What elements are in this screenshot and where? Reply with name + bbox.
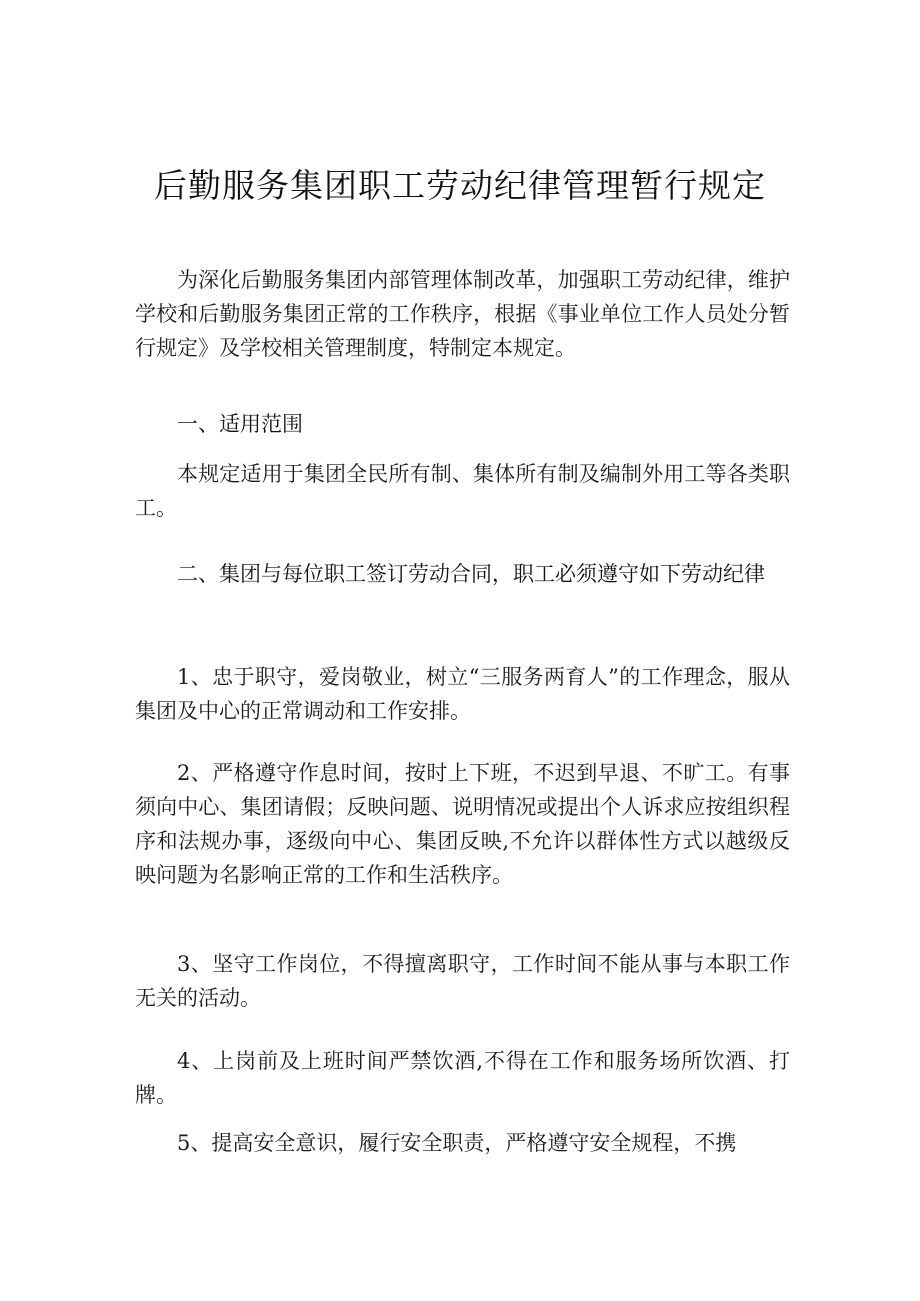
document-title: 后勤服务集团职工劳动纪律管理暂行规定: [154, 166, 766, 205]
item-3-paragraph: 3、坚守工作岗位，不得擅离职守，工作时间不能从事与本职工作无关的活动。: [135, 952, 790, 1010]
intro-paragraph: 为深化后勤服务集团内部管理体制改革，加强职工劳动纪律，维护学校和后勤服务集团正常的工作秩序，根据《事业单位工作人员处分暂行规定》及学校相关管理制度，特制定本规定。: [135, 268, 790, 360]
section-2-heading: 二、集团与每位职工签订劳动合同，职工必须遵守如下劳动纪律: [177, 562, 765, 586]
item-5-paragraph: 5、提高安全意识，履行安全职责，严格遵守安全规程，不携: [177, 1131, 737, 1155]
section-1-paragraph: 本规定适用于集团全民所有制、集体所有制及编制外用工等各类职工。: [135, 462, 790, 520]
section-1-heading: 一、适用范围: [177, 412, 303, 436]
item-4-paragraph: 4、上岗前及上班时间严禁饮酒,不得在工作和服务场所饮酒、打牌。: [135, 1049, 790, 1107]
item-2-paragraph: 2、严格遵守作息时间，按时上下班，不迟到早退、不旷工。有事须向中心、集团请假；反映问题、说明情况或提出个人诉求应按组织程序和法规办事，逐级向中心、集团反映,不允许以群体性方式以越级反映问题为名影响正常的工作和生活秩序。: [135, 761, 790, 887]
item-1-paragraph: 1、忠于职守，爱岗敬业，树立“三服务两育人”的工作理念，服从集团及中心的正常调动和工作安排。: [135, 665, 790, 723]
